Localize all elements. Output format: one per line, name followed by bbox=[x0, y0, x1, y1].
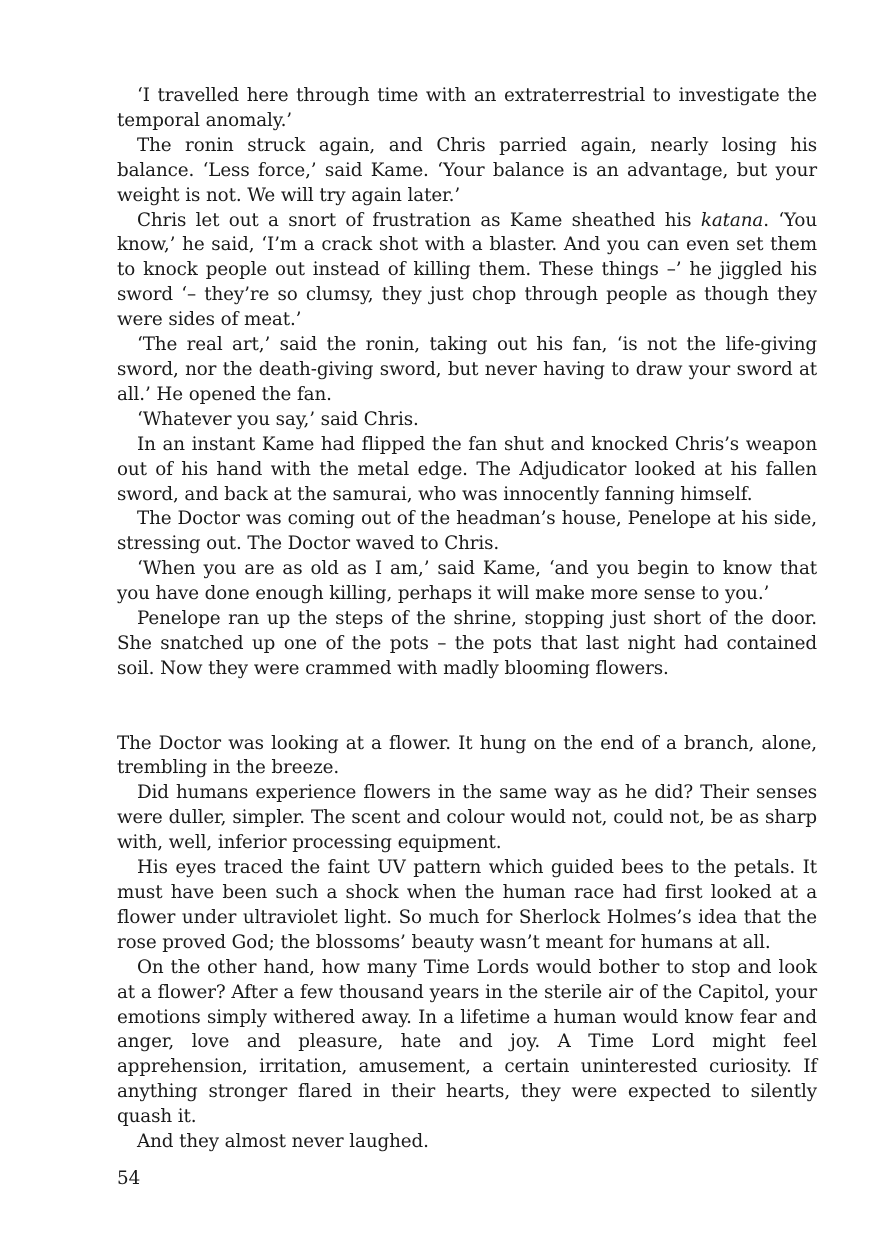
paragraph: The Doctor was looking at a flower. It hung on the end of a branch, alone, trembling in the breeze. bbox=[117, 732, 817, 779]
paragraph: ‘Whatever you say,’ said Chris. bbox=[137, 408, 419, 430]
section-break bbox=[117, 682, 817, 732]
paragraph: The ronin struck again, and Chris parried again, nearly losing his balance. ‘Less force,’ said Kame. ‘Your balance is an advantage, but your weight is not. We will try again later.’ bbox=[117, 134, 817, 206]
paragraph: On the other hand, how many Time Lords would bother to stop and look at a flower? After a few thousand years in the sterile air of the Capitol, your emotions simply withered away. In a lifetime a human would know fear and anger, love and pleasure, hate and joy. A Time Lord might feel apprehension, irritation, amusement, a certain uninterested curiosity. If anything stronger flared in their hearts, they were expected to silently quash it. bbox=[117, 956, 817, 1128]
paragraph: ‘When you are as old as I am,’ said Kame, ‘and you begin to know that you have done enough killing, perhaps it will make more sense to you.’ bbox=[117, 558, 817, 605]
paragraph: ‘The real art,’ said the ronin, taking out his fan, ‘is not the life-giving sword, nor the death-giving sword, but never having to draw your sword at all.’ He opened the fan. bbox=[117, 334, 817, 405]
page-body bbox=[117, 84, 817, 1155]
paragraph: The Doctor was coming out of the headman’s house, Penelope at his side, stressing out. The Doctor waved to Chris. bbox=[117, 508, 817, 555]
paragraph: His eyes traced the faint UV pattern which guided bees to the petals. It must have been such a shock when the human race had first looked at a flower under ultraviolet light. So much for Sherlock Holmes’s idea that the rose proved God; the blossoms’ beauty wasn’t meant for humans at all. bbox=[117, 857, 817, 953]
paragraph: ‘I travelled here through time with an extraterrestrial to investigate the temporal anomaly.’ bbox=[117, 85, 817, 131]
italic-term: katana bbox=[700, 209, 764, 231]
text-run: . ‘You know,’ he said, ‘I’m a crack shot with a blaster. And you can even set them to knock people out instead of killing them. These things –’ he jiggled his sword ‘– they’re so clumsy, they just chop through people as though they were sides of meat.’ bbox=[117, 209, 817, 331]
paragraph: In an instant Kame had flipped the fan shut and knocked Chris’s weapon out of his hand with the metal edge. The Adjudicator looked at his fallen sword, and back at the samurai, who was innocently fanning himself. bbox=[117, 433, 817, 505]
paragraph: Did humans experience flowers in the same way as he did? Their senses were duller, simpler. The scent and colour would not, could not, be as sharp with, well, inferior processing equipment. bbox=[117, 782, 817, 854]
page-number: 54 bbox=[117, 1168, 141, 1189]
paragraph: Penelope ran up the steps of the shrine, stopping just short of the door. She snatched up one of the pots – the pots that last night had contained soil. Now they were crammed with madly blooming flowers. bbox=[117, 608, 817, 679]
text-run: Chris let out a snort of frustration as Kame sheathed his bbox=[137, 209, 701, 231]
paragraph: And they almost never laughed. bbox=[137, 1131, 429, 1153]
paragraph bbox=[117, 209, 817, 334]
